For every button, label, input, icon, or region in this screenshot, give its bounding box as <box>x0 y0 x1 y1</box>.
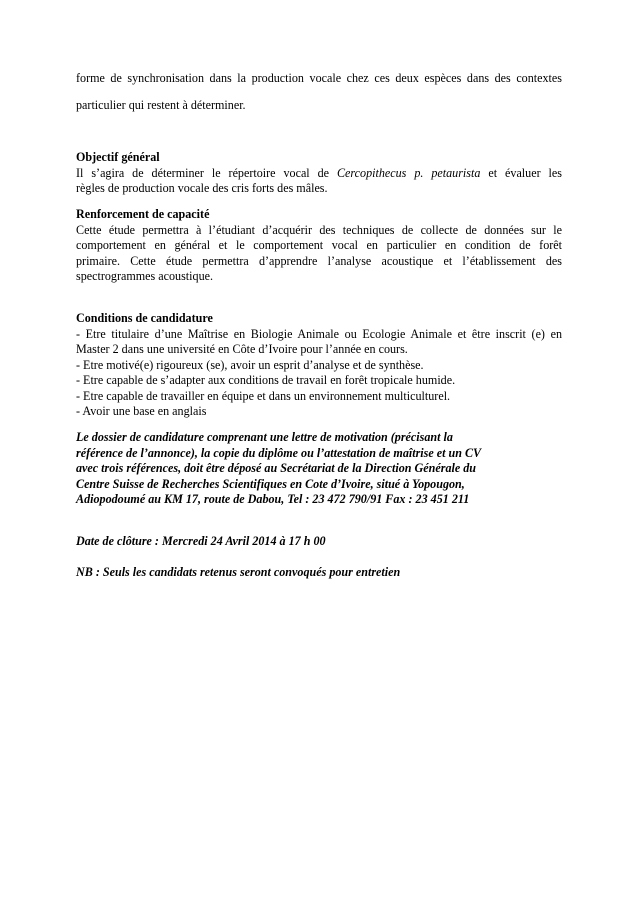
conditions-line: - Etre capable de travailler en équipe et dans un environnement multiculturel. <box>76 388 451 403</box>
renforcement-section <box>76 207 562 285</box>
objectif-line-2: règles de production vocale des cris forts des mâles. <box>76 181 328 195</box>
conditions-line: - Etre motivé(e) rigoureux (se), avoir un esprit d’analyse et de synthèse. <box>76 357 424 372</box>
conditions-line: - Avoir une base en anglais <box>76 404 207 418</box>
cloture-section <box>76 534 562 550</box>
conditions-line: - Etre capable de s’adapter aux conditions de travail en forêt tropicale humide. <box>76 373 456 387</box>
conditions-line: - Etre titulaire d’une Maîtrise en Biologie Animale ou Ecologie Animale et être inscrit (e) en <box>76 326 562 341</box>
renforcement-line: spectrogrammes acoustique. <box>76 269 214 283</box>
dossier-line: référence de l’annonce), la copie du diplôme ou l’attestation de maîtrise et un CV <box>76 445 482 460</box>
conditions-section <box>76 311 562 420</box>
nb-section <box>76 565 562 581</box>
conditions-line: Master 2 dans une université en Côte d’Ivoire pour l’année en cours. <box>76 342 408 356</box>
objectif-section <box>76 150 562 197</box>
objectif-line-1-start: Il s’agira de déterminer le répertoire vocal de <box>76 165 337 180</box>
dossier-line: Le dossier de candidature comprenant une lettre de motivation (précisant la <box>76 430 453 444</box>
dossier-section <box>76 430 562 508</box>
conditions-heading: Conditions de candidature <box>76 311 213 325</box>
intro-line-2: particulier qui restent à déterminer. <box>76 98 246 112</box>
nb-note: NB : Seuls les candidats retenus seront convoqués pour entretien <box>76 565 401 579</box>
renforcement-line: primaire. Cette étude permettra d’apprendre l’analyse acoustique et l’établissement des <box>76 253 562 268</box>
closing-date: Date de clôture : Mercredi 24 Avril 2014 à 17 h 00 <box>76 534 326 548</box>
renforcement-line: comportement en général et le comportement vocal en particulier en condition de forêt <box>76 238 562 252</box>
dossier-line: Adiopodoumé au KM 17, route de Dabou, Tel : 23 472 790/91 Fax : 23 451 211 <box>76 492 470 506</box>
renforcement-heading: Renforcement de capacité <box>76 207 210 221</box>
objectif-heading: Objectif général <box>76 150 160 164</box>
renforcement-line: Cette étude permettra à l’étudiant d’acquérir des techniques de collecte de données sur le <box>76 222 562 237</box>
species-name: Cercopithecus p. petaurista <box>336 165 481 180</box>
dossier-line: Centre Suisse de Recherches Scientifiques en Cote d’Ivoire, situé à Yopougon, <box>76 476 465 491</box>
objectif-line-1 <box>76 166 562 182</box>
objectif-line-1-end: et évaluer les <box>480 165 562 180</box>
dossier-line: avec trois références, doit être déposé au Secrétariat de la Direction Générale du <box>76 461 477 475</box>
intro-paragraph-end <box>76 98 562 114</box>
intro-paragraph <box>76 71 562 87</box>
intro-line-1: forme de synchronisation dans la production vocale chez ces deux espèces dans des contextes <box>76 71 562 85</box>
